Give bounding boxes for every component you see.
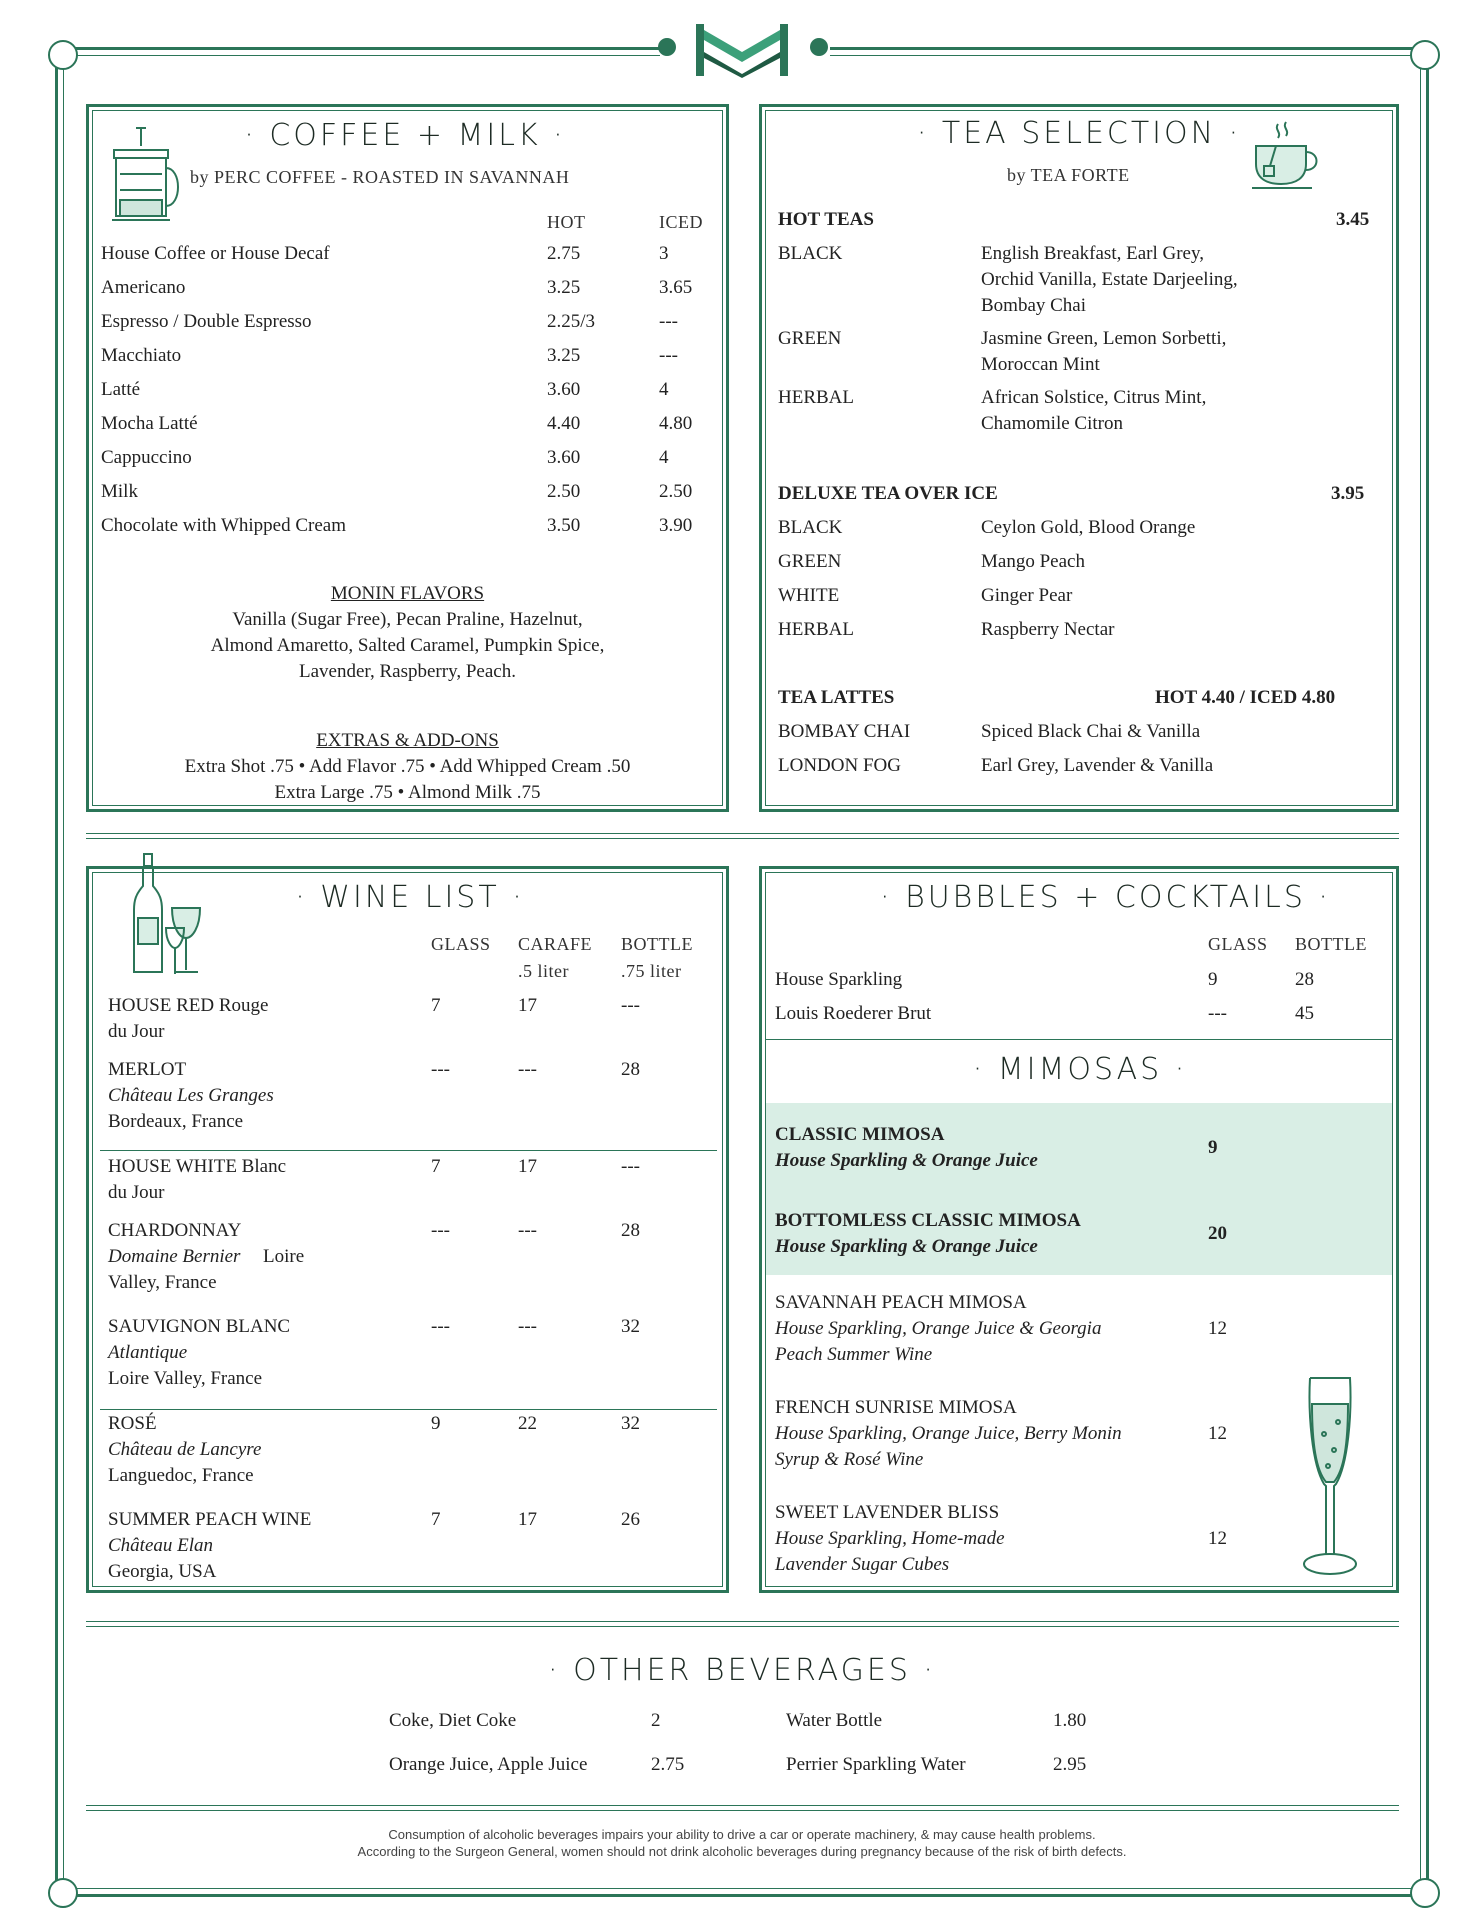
mimosa-desc: Lavender Sugar Cubes [775,1554,950,1575]
coffee-item-iced-price: --- [659,345,678,366]
coffee-item-name: Americano [101,277,186,298]
wine-carafe-price: 17 [518,995,537,1016]
wine-glass-price: 7 [431,1156,441,1177]
frame-corner-ornament [1410,40,1440,70]
mimosa-price: 12 [1208,1423,1227,1444]
bubbles-bottle-price: 28 [1295,969,1314,990]
wine-carafe-price: 17 [518,1509,537,1530]
wine-producer: Château Elan [108,1535,214,1556]
coffee-item-name: Latté [101,379,141,400]
hot-teas-label: HOT TEAS [778,209,874,230]
coffee-subtitle: by PERC COFFEE - ROASTED IN SAVANNAH [190,167,570,187]
coffee-title: · COFFEE + MILK · [244,118,566,153]
bubbles-glass-price: 9 [1208,969,1218,990]
other-item-price: 2.95 [1053,1754,1087,1775]
coffee-item-hot-price: 4.40 [547,413,581,434]
hot-tea-type: BLACK [778,243,843,264]
mimosa-price: 9 [1208,1137,1218,1158]
other-item-name: Coke, Diet Coke [389,1710,517,1731]
monin-flavors-line: Vanilla (Sugar Free), Pecan Praline, Hazelnut, [232,609,583,630]
wine-name: ROSÉ [108,1413,157,1434]
frame-corner-ornament [1410,1878,1440,1908]
wine-name: SUMMER PEACH WINE [108,1509,312,1530]
coffee-item-iced-price: 3.65 [659,277,693,298]
monin-flavors-line: Lavender, Raspberry, Peach. [299,661,516,682]
section-divider [86,833,1399,839]
wine-carafe-price: --- [518,1316,537,1337]
wine-region: Bordeaux, France [108,1111,244,1132]
mimosa-desc: House Sparkling, Home-made [775,1528,1005,1549]
coffee-item-name: Milk [101,481,138,502]
other-item-price: 2.75 [651,1754,685,1775]
mimosa-desc: Peach Summer Wine [775,1344,933,1365]
deluxe-tea-flavor: Ceylon Gold, Blood Orange [981,517,1196,538]
bubbles-item-name: House Sparkling [775,969,903,990]
tea-lattes-label: TEA LATTES [778,687,895,708]
hot-teas-price: 3.45 [1336,209,1370,230]
wine-region: Georgia, USA [108,1561,217,1582]
wine-bottle-price: 28 [621,1059,640,1080]
m-logo-icon [694,22,790,78]
coffee-item-name: Espresso / Double Espresso [101,311,312,332]
wine-carafe-price: --- [518,1220,537,1241]
mimosa-name: BOTTOMLESS CLASSIC MIMOSA [775,1210,1081,1231]
extras-line: Extra Shot .75 • Add Flavor .75 • Add Whipped Cream .50 [184,756,631,777]
wine-col-bottle: BOTTLE [621,934,693,954]
wine-col-glass: GLASS [431,934,491,954]
mimosa-name: CLASSIC MIMOSA [775,1124,945,1145]
monin-flavors-line: Almond Amaretto, Salted Caramel, Pumpkin Spice, [210,635,605,656]
mimosa-desc: House Sparkling & Orange Juice [775,1150,1038,1171]
mimosa-name: FRENCH SUNRISE MIMOSA [775,1397,1017,1418]
coffee-item-hot-price: 2.50 [547,481,581,502]
coffee-press-icon [106,124,180,228]
extras-title: EXTRAS & ADD-ONS [316,730,499,751]
coffee-col-hot: HOT [547,212,586,232]
coffee-item-iced-price: 3 [659,243,669,264]
hot-tea-varieties: Orchid Vanilla, Estate Darjeeling, [981,269,1238,290]
mimosa-desc: Syrup & Rosé Wine [775,1449,924,1470]
coffee-item-hot-price: 2.25/3 [547,311,596,332]
mimosa-price: 12 [1208,1528,1227,1549]
mimosa-desc: House Sparkling, Orange Juice, Berry Monin [775,1423,1122,1444]
logo-dot-left [658,38,676,56]
wine-bottle-icon [130,852,210,980]
bubbles-divider [766,1039,1392,1040]
hot-tea-varieties: African Solstice, Citrus Mint, [981,387,1207,408]
bubbles-bottle-price: 45 [1295,1003,1314,1024]
wine-bottle-price: 32 [621,1413,640,1434]
tea-latte-desc: Earl Grey, Lavender & Vanilla [981,755,1214,776]
coffee-item-iced-price: 4.80 [659,413,693,434]
wine-bottle-price: 26 [621,1509,640,1530]
hot-tea-varieties: Chamomile Citron [981,413,1123,434]
other-item-name: Orange Juice, Apple Juice [389,1754,588,1775]
wine-name: HOUSE WHITE Blanc [108,1156,287,1177]
wine-region: Loire Valley, France [108,1368,263,1389]
wine-carafe-price: --- [518,1059,537,1080]
wine-col-carafe-sub: .5 liter [518,961,569,981]
wine-name: HOUSE RED Rouge [108,995,269,1016]
wine-region: Valley, France [108,1272,217,1293]
coffee-item-iced-price: 4 [659,379,669,400]
tea-title: · TEA SELECTION · [916,116,1242,151]
deluxe-tea-type: WHITE [778,585,840,606]
tea-subtitle: by TEA FORTE [1007,165,1130,185]
coffee-item-iced-price: 4 [659,447,669,468]
hot-tea-varieties: Bombay Chai [981,295,1087,316]
tea-latte-desc: Spiced Black Chai & Vanilla [981,721,1201,742]
bubbles-item-name: Louis Roederer Brut [775,1003,932,1024]
bubbles-title: · BUBBLES + COCKTAILS · [880,880,1331,915]
wine-glass-price: 9 [431,1413,441,1434]
deluxe-tea-flavor: Raspberry Nectar [981,619,1115,640]
champagne-flute-icon [1298,1374,1362,1580]
coffee-item-hot-price: 3.60 [547,447,581,468]
deluxe-tea-type: BLACK [778,517,843,538]
wine-name-cont: du Jour [108,1021,165,1042]
coffee-item-name: Cappuccino [101,447,192,468]
tea-cup-icon [1250,120,1324,192]
logo-dot-right [810,38,828,56]
wine-bottle-price: --- [621,995,640,1016]
mimosa-price: 20 [1208,1223,1227,1244]
mimosa-desc: House Sparkling & Orange Juice [775,1236,1038,1257]
other-item-price: 2 [651,1710,661,1731]
section-divider [86,1805,1399,1811]
mimosa-desc: House Sparkling, Orange Juice & Georgia [775,1318,1102,1339]
wine-name: MERLOT [108,1059,187,1080]
wine-region: Languedoc, France [108,1465,254,1486]
coffee-item-name: Chocolate with Whipped Cream [101,515,347,536]
wine-group-divider [100,1150,717,1151]
hot-tea-type: GREEN [778,328,842,349]
deluxe-tea-flavor: Mango Peach [981,551,1085,572]
extras-line: Extra Large .75 • Almond Milk .75 [274,782,541,803]
wine-producer: Domaine Bernier [108,1246,241,1267]
coffee-item-hot-price: 2.75 [547,243,581,264]
coffee-item-hot-price: 3.25 [547,277,581,298]
wine-col-carafe: CARAFE [518,934,593,954]
disclaimer-line: Consumption of alcoholic beverages impairs your ability to drive a car or operate machinery, & may cause health problems. [388,1827,1096,1842]
deluxe-tea-price: 3.95 [1331,483,1365,504]
wine-name-cont: du Jour [108,1182,165,1203]
hot-tea-type: HERBAL [778,387,854,408]
frame-corner-ornament [48,1878,78,1908]
wine-glass-price: --- [431,1059,450,1080]
other-item-name: Perrier Sparkling Water [786,1754,966,1775]
deluxe-tea-type: HERBAL [778,619,854,640]
bubbles-col-bottle: BOTTLE [1295,934,1367,954]
hot-tea-varieties: Jasmine Green, Lemon Sorbetti, [981,328,1227,349]
wine-bottle-price: 32 [621,1316,640,1337]
coffee-col-iced: ICED [659,212,703,232]
bubbles-col-glass: GLASS [1208,934,1268,954]
other-item-price: 1.80 [1053,1710,1087,1731]
mimosas-title: · MIMOSAS · [972,1052,1188,1087]
tea-latte-name: LONDON FOG [778,755,901,776]
other-beverages-title: · OTHER BEVERAGES · [548,1653,936,1688]
tea-lattes-price: HOT 4.40 / ICED 4.80 [1155,687,1336,708]
wine-name: CHARDONNAY [108,1220,242,1241]
section-divider [86,1621,1399,1627]
wine-title: · WINE LIST · [295,880,525,915]
wine-group-divider [100,1409,717,1410]
coffee-item-iced-price: 3.90 [659,515,693,536]
coffee-item-name: House Coffee or House Decaf [101,243,330,264]
coffee-item-hot-price: 3.60 [547,379,581,400]
deluxe-tea-label: DELUXE TEA OVER ICE [778,483,998,504]
wine-name: SAUVIGNON BLANC [108,1316,291,1337]
wine-bottle-price: --- [621,1156,640,1177]
tea-latte-name: BOMBAY CHAI [778,721,911,742]
other-item-name: Water Bottle [786,1710,883,1731]
bubbles-glass-price: --- [1208,1003,1227,1024]
wine-producer: Château de Lancyre [108,1439,262,1460]
coffee-item-name: Mocha Latté [101,413,198,434]
deluxe-tea-flavor: Ginger Pear [981,585,1073,606]
monin-flavors-title: MONIN FLAVORS [330,583,485,604]
wine-region: Loire [263,1246,305,1267]
coffee-item-iced-price: --- [659,311,678,332]
wine-carafe-price: 17 [518,1156,537,1177]
wine-glass-price: 7 [431,995,441,1016]
disclaimer-line: According to the Surgeon General, women should not drink alcoholic beverages during pregnancy because of the risk of birth defects. [357,1844,1127,1859]
wine-glass-price: 7 [431,1509,441,1530]
mimosa-price: 12 [1208,1318,1227,1339]
coffee-item-hot-price: 3.25 [547,345,581,366]
hot-tea-varieties: English Breakfast, Earl Grey, [981,243,1204,264]
mimosa-name: SWEET LAVENDER BLISS [775,1502,1000,1523]
coffee-item-hot-price: 3.50 [547,515,581,536]
coffee-item-name: Macchiato [101,345,182,366]
wine-glass-price: --- [431,1220,450,1241]
wine-producer: Atlantique [108,1342,188,1363]
wine-producer: Château Les Granges [108,1085,274,1106]
frame-corner-ornament [48,40,78,70]
deluxe-tea-type: GREEN [778,551,842,572]
wine-col-bottle-sub: .75 liter [621,961,682,981]
coffee-item-iced-price: 2.50 [659,481,693,502]
hot-tea-varieties: Moroccan Mint [981,354,1100,375]
mimosa-name: SAVANNAH PEACH MIMOSA [775,1292,1027,1313]
wine-bottle-price: 28 [621,1220,640,1241]
wine-carafe-price: 22 [518,1413,537,1434]
wine-glass-price: --- [431,1316,450,1337]
